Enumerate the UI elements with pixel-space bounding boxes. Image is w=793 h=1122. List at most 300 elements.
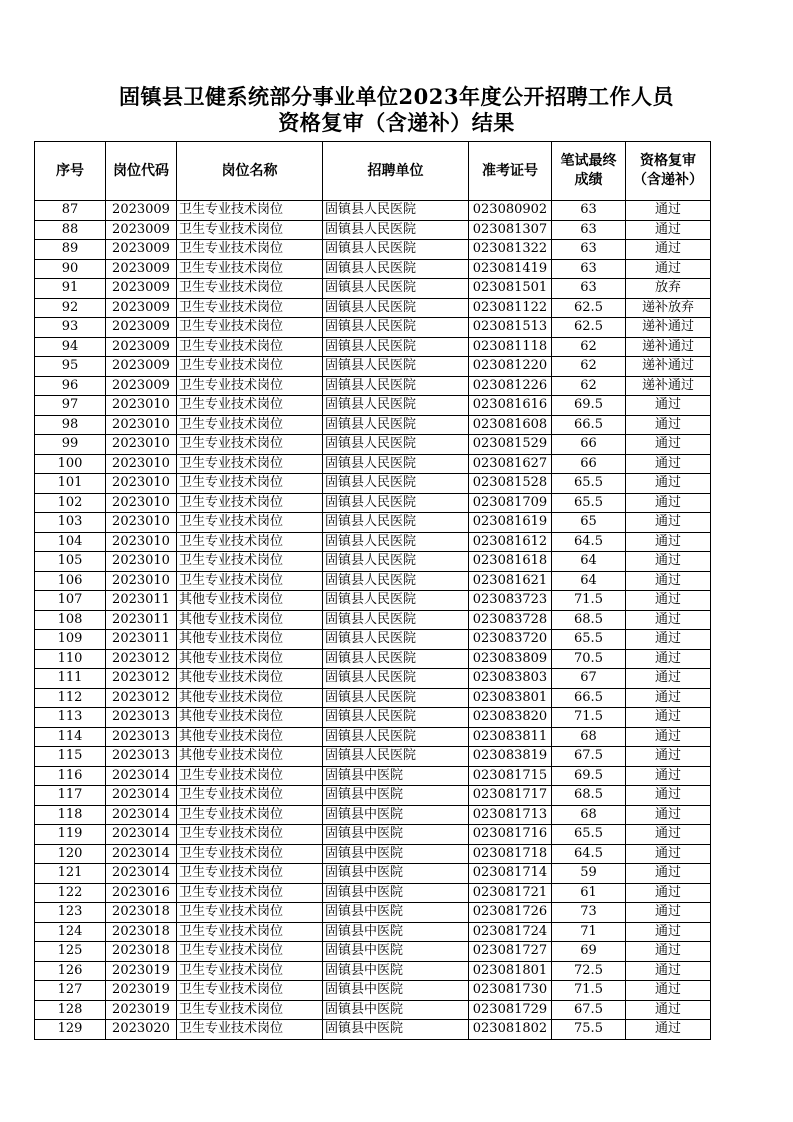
- cell-post-code: 2023014: [106, 844, 177, 864]
- cell-exam-number: 023081118: [469, 337, 552, 357]
- cell-seq: 120: [35, 844, 106, 864]
- cell-score: 65.5: [552, 825, 626, 845]
- cell-post-code: 2023009: [106, 318, 177, 338]
- header-review-result: 资格复审（含递补）: [626, 142, 711, 201]
- cell-unit: 固镇县中医院: [323, 942, 469, 962]
- cell-post-code: 2023013: [106, 708, 177, 728]
- table-row: [35, 649, 711, 669]
- cell-review-result: 通过: [626, 259, 711, 279]
- cell-score: 69.5: [552, 396, 626, 416]
- cell-exam-number: 023081802: [469, 1020, 552, 1040]
- cell-exam-number: 023081726: [469, 903, 552, 923]
- cell-exam-number: 023081501: [469, 279, 552, 299]
- cell-exam-number: 023081716: [469, 825, 552, 845]
- table-row: [35, 337, 711, 357]
- cell-score: 63: [552, 279, 626, 299]
- cell-post-code: 2023018: [106, 903, 177, 923]
- cell-review-result: 通过: [626, 591, 711, 611]
- table-row: [35, 747, 711, 767]
- cell-exam-number: 023083723: [469, 591, 552, 611]
- cell-seq: 113: [35, 708, 106, 728]
- table-row: [35, 201, 711, 221]
- cell-review-result: 通过: [626, 435, 711, 455]
- cell-unit: 固镇县中医院: [323, 844, 469, 864]
- cell-post-code: 2023010: [106, 552, 177, 572]
- cell-score: 68.5: [552, 786, 626, 806]
- cell-seq: 93: [35, 318, 106, 338]
- table-row: [35, 903, 711, 923]
- cell-review-result: 通过: [626, 844, 711, 864]
- cell-seq: 114: [35, 727, 106, 747]
- table-row: [35, 396, 711, 416]
- cell-review-result: 通过: [626, 922, 711, 942]
- cell-post-name: 卫生专业技术岗位: [177, 1000, 323, 1020]
- cell-review-result: 通过: [626, 669, 711, 689]
- cell-seq: 96: [35, 376, 106, 396]
- cell-post-name: 卫生专业技术岗位: [177, 786, 323, 806]
- cell-review-result: 通过: [626, 532, 711, 552]
- cell-post-name: 卫生专业技术岗位: [177, 883, 323, 903]
- table-row: [35, 688, 711, 708]
- cell-review-result: 通过: [626, 766, 711, 786]
- cell-unit: 固镇县人民医院: [323, 610, 469, 630]
- cell-review-result: 递补通过: [626, 357, 711, 377]
- cell-seq: 126: [35, 961, 106, 981]
- cell-post-code: 2023010: [106, 435, 177, 455]
- table-row: [35, 883, 711, 903]
- cell-score: 72.5: [552, 961, 626, 981]
- cell-unit: 固镇县人民医院: [323, 220, 469, 240]
- cell-score: 71.5: [552, 981, 626, 1001]
- cell-seq: 104: [35, 532, 106, 552]
- cell-review-result: 通过: [626, 805, 711, 825]
- cell-seq: 99: [35, 435, 106, 455]
- cell-review-result: 通过: [626, 1020, 711, 1040]
- table-row: [35, 532, 711, 552]
- cell-review-result: 通过: [626, 474, 711, 494]
- cell-score: 66: [552, 435, 626, 455]
- cell-exam-number: 023081528: [469, 474, 552, 494]
- cell-score: 71.5: [552, 708, 626, 728]
- cell-review-result: 通过: [626, 649, 711, 669]
- cell-unit: 固镇县人民医院: [323, 298, 469, 318]
- cell-unit: 固镇县人民医院: [323, 435, 469, 455]
- cell-score: 65.5: [552, 493, 626, 513]
- cell-seq: 108: [35, 610, 106, 630]
- table-row: [35, 981, 711, 1001]
- cell-seq: 129: [35, 1020, 106, 1040]
- cell-review-result: 通过: [626, 903, 711, 923]
- cell-seq: 115: [35, 747, 106, 767]
- cell-seq: 89: [35, 240, 106, 260]
- cell-score: 71: [552, 922, 626, 942]
- cell-post-name: 其他专业技术岗位: [177, 708, 323, 728]
- cell-exam-number: 023081612: [469, 532, 552, 552]
- cell-post-code: 2023010: [106, 493, 177, 513]
- cell-post-name: 卫生专业技术岗位: [177, 415, 323, 435]
- cell-review-result: 通过: [626, 454, 711, 474]
- cell-seq: 116: [35, 766, 106, 786]
- cell-post-name: 卫生专业技术岗位: [177, 942, 323, 962]
- table-row: [35, 376, 711, 396]
- cell-post-code: 2023012: [106, 649, 177, 669]
- cell-unit: 固镇县中医院: [323, 825, 469, 845]
- cell-exam-number: 023083811: [469, 727, 552, 747]
- cell-seq: 122: [35, 883, 106, 903]
- cell-seq: 110: [35, 649, 106, 669]
- cell-post-code: 2023014: [106, 766, 177, 786]
- cell-review-result: 通过: [626, 825, 711, 845]
- cell-exam-number: 023081801: [469, 961, 552, 981]
- table-row: [35, 259, 711, 279]
- cell-post-name: 卫生专业技术岗位: [177, 337, 323, 357]
- cell-score: 71.5: [552, 591, 626, 611]
- cell-post-code: 2023009: [106, 279, 177, 299]
- cell-post-name: 卫生专业技术岗位: [177, 922, 323, 942]
- cell-post-code: 2023018: [106, 942, 177, 962]
- table-row: [35, 513, 711, 533]
- cell-post-code: 2023014: [106, 864, 177, 884]
- cell-seq: 103: [35, 513, 106, 533]
- cell-post-name: 卫生专业技术岗位: [177, 298, 323, 318]
- cell-post-code: 2023009: [106, 220, 177, 240]
- cell-post-code: 2023010: [106, 454, 177, 474]
- table-body: [35, 201, 711, 1040]
- table-row: [35, 825, 711, 845]
- cell-unit: 固镇县中医院: [323, 786, 469, 806]
- table-row: [35, 805, 711, 825]
- header-seq: 序号: [35, 142, 106, 201]
- cell-post-name: 其他专业技术岗位: [177, 747, 323, 767]
- cell-unit: 固镇县人民医院: [323, 669, 469, 689]
- cell-post-name: 卫生专业技术岗位: [177, 259, 323, 279]
- cell-score: 62.5: [552, 318, 626, 338]
- cell-exam-number: 023083720: [469, 630, 552, 650]
- cell-score: 75.5: [552, 1020, 626, 1040]
- cell-review-result: 通过: [626, 688, 711, 708]
- cell-unit: 固镇县人民医院: [323, 727, 469, 747]
- cell-post-code: 2023011: [106, 591, 177, 611]
- cell-score: 68: [552, 727, 626, 747]
- cell-score: 70.5: [552, 649, 626, 669]
- table-row: [35, 571, 711, 591]
- cell-exam-number: 023083803: [469, 669, 552, 689]
- cell-post-name: 其他专业技术岗位: [177, 591, 323, 611]
- cell-post-name: 卫生专业技术岗位: [177, 396, 323, 416]
- cell-post-name: 卫生专业技术岗位: [177, 454, 323, 474]
- table-row: [35, 942, 711, 962]
- cell-exam-number: 023083809: [469, 649, 552, 669]
- cell-seq: 123: [35, 903, 106, 923]
- table-row: [35, 552, 711, 572]
- cell-post-name: 卫生专业技术岗位: [177, 981, 323, 1001]
- cell-post-name: 其他专业技术岗位: [177, 630, 323, 650]
- cell-seq: 92: [35, 298, 106, 318]
- cell-post-name: 卫生专业技术岗位: [177, 201, 323, 221]
- cell-post-name: 卫生专业技术岗位: [177, 844, 323, 864]
- cell-exam-number: 023081618: [469, 552, 552, 572]
- cell-unit: 固镇县人民医院: [323, 708, 469, 728]
- cell-post-name: 卫生专业技术岗位: [177, 903, 323, 923]
- cell-post-name: 其他专业技术岗位: [177, 649, 323, 669]
- cell-unit: 固镇县中医院: [323, 883, 469, 903]
- table-row: [35, 766, 711, 786]
- cell-score: 63: [552, 220, 626, 240]
- cell-score: 62: [552, 337, 626, 357]
- table-row: [35, 415, 711, 435]
- cell-exam-number: 023081729: [469, 1000, 552, 1020]
- cell-unit: 固镇县人民医院: [323, 688, 469, 708]
- table-row: [35, 220, 711, 240]
- cell-unit: 固镇县中医院: [323, 805, 469, 825]
- cell-score: 67.5: [552, 747, 626, 767]
- cell-exam-number: 023081718: [469, 844, 552, 864]
- document-title-line2: 资格复审（含递补）结果: [278, 110, 515, 135]
- cell-exam-number: 023081619: [469, 513, 552, 533]
- cell-exam-number: 023081724: [469, 922, 552, 942]
- cell-seq: 91: [35, 279, 106, 299]
- cell-unit: 固镇县人民医院: [323, 454, 469, 474]
- cell-unit: 固镇县中医院: [323, 922, 469, 942]
- cell-post-code: 2023010: [106, 415, 177, 435]
- cell-exam-number: 023083801: [469, 688, 552, 708]
- cell-review-result: 通过: [626, 727, 711, 747]
- cell-seq: 107: [35, 591, 106, 611]
- cell-review-result: 通过: [626, 396, 711, 416]
- cell-post-code: 2023009: [106, 259, 177, 279]
- cell-seq: 95: [35, 357, 106, 377]
- document-title-line1: 固镇县卫健系统部分事业单位2023年度公开招聘工作人员: [119, 84, 674, 109]
- cell-score: 63: [552, 240, 626, 260]
- cell-seq: 88: [35, 220, 106, 240]
- cell-review-result: 通过: [626, 220, 711, 240]
- table-row: [35, 864, 711, 884]
- cell-post-code: 2023010: [106, 571, 177, 591]
- cell-review-result: 通过: [626, 493, 711, 513]
- cell-exam-number: 023081721: [469, 883, 552, 903]
- cell-unit: 固镇县人民医院: [323, 396, 469, 416]
- cell-post-code: 2023009: [106, 357, 177, 377]
- table-row: [35, 279, 711, 299]
- cell-post-code: 2023018: [106, 922, 177, 942]
- cell-review-result: 通过: [626, 630, 711, 650]
- results-table: [34, 141, 711, 1040]
- table-row: [35, 922, 711, 942]
- cell-unit: 固镇县中医院: [323, 864, 469, 884]
- cell-exam-number: 023081226: [469, 376, 552, 396]
- cell-post-name: 卫生专业技术岗位: [177, 513, 323, 533]
- cell-review-result: 通过: [626, 883, 711, 903]
- table-row: [35, 669, 711, 689]
- cell-unit: 固镇县人民医院: [323, 357, 469, 377]
- cell-seq: 98: [35, 415, 106, 435]
- table-row: [35, 961, 711, 981]
- cell-score: 64: [552, 552, 626, 572]
- table-row: [35, 844, 711, 864]
- cell-unit: 固镇县人民医院: [323, 747, 469, 767]
- cell-unit: 固镇县人民医院: [323, 201, 469, 221]
- cell-exam-number: 023083819: [469, 747, 552, 767]
- cell-post-code: 2023016: [106, 883, 177, 903]
- cell-exam-number: 023081713: [469, 805, 552, 825]
- cell-review-result: 通过: [626, 415, 711, 435]
- cell-post-name: 卫生专业技术岗位: [177, 532, 323, 552]
- cell-post-code: 2023020: [106, 1020, 177, 1040]
- cell-review-result: 通过: [626, 708, 711, 728]
- cell-unit: 固镇县中医院: [323, 1020, 469, 1040]
- cell-seq: 121: [35, 864, 106, 884]
- cell-score: 64.5: [552, 532, 626, 552]
- cell-score: 65.5: [552, 474, 626, 494]
- cell-score: 73: [552, 903, 626, 923]
- cell-post-name: 其他专业技术岗位: [177, 669, 323, 689]
- cell-unit: 固镇县人民医院: [323, 415, 469, 435]
- cell-seq: 118: [35, 805, 106, 825]
- cell-exam-number: 023083728: [469, 610, 552, 630]
- cell-score: 63: [552, 259, 626, 279]
- cell-unit: 固镇县人民医院: [323, 493, 469, 513]
- table-row: [35, 454, 711, 474]
- cell-post-code: 2023012: [106, 688, 177, 708]
- cell-post-code: 2023011: [106, 630, 177, 650]
- cell-post-code: 2023009: [106, 201, 177, 221]
- cell-post-code: 2023009: [106, 240, 177, 260]
- cell-exam-number: 023081627: [469, 454, 552, 474]
- cell-unit: 固镇县中医院: [323, 903, 469, 923]
- cell-score: 67: [552, 669, 626, 689]
- header-post-name: 岗位名称: [177, 142, 323, 201]
- cell-review-result: 递补通过: [626, 337, 711, 357]
- cell-score: 64: [552, 571, 626, 591]
- cell-score: 69.5: [552, 766, 626, 786]
- cell-score: 61: [552, 883, 626, 903]
- table-row: [35, 610, 711, 630]
- table-row: [35, 1020, 711, 1040]
- cell-exam-number: 023081122: [469, 298, 552, 318]
- cell-seq: 127: [35, 981, 106, 1001]
- cell-unit: 固镇县人民医院: [323, 571, 469, 591]
- cell-post-code: 2023010: [106, 474, 177, 494]
- cell-review-result: 通过: [626, 610, 711, 630]
- cell-score: 62: [552, 376, 626, 396]
- cell-review-result: 通过: [626, 552, 711, 572]
- cell-post-name: 卫生专业技术岗位: [177, 1020, 323, 1040]
- cell-unit: 固镇县人民医院: [323, 513, 469, 533]
- cell-seq: 102: [35, 493, 106, 513]
- cell-exam-number: 023081709: [469, 493, 552, 513]
- cell-post-name: 卫生专业技术岗位: [177, 864, 323, 884]
- cell-post-code: 2023009: [106, 337, 177, 357]
- cell-seq: 119: [35, 825, 106, 845]
- cell-post-name: 卫生专业技术岗位: [177, 279, 323, 299]
- cell-exam-number: 023083820: [469, 708, 552, 728]
- cell-exam-number: 023081621: [469, 571, 552, 591]
- cell-post-code: 2023019: [106, 961, 177, 981]
- cell-exam-number: 023081513: [469, 318, 552, 338]
- cell-unit: 固镇县人民医院: [323, 318, 469, 338]
- cell-score: 65: [552, 513, 626, 533]
- cell-post-name: 卫生专业技术岗位: [177, 240, 323, 260]
- table-row: [35, 318, 711, 338]
- cell-post-name: 卫生专业技术岗位: [177, 552, 323, 572]
- cell-post-code: 2023014: [106, 825, 177, 845]
- cell-unit: 固镇县中医院: [323, 766, 469, 786]
- table-row: [35, 1000, 711, 1020]
- cell-post-code: 2023012: [106, 669, 177, 689]
- cell-post-code: 2023011: [106, 610, 177, 630]
- cell-review-result: 递补放弃: [626, 298, 711, 318]
- cell-score: 59: [552, 864, 626, 884]
- cell-seq: 124: [35, 922, 106, 942]
- cell-unit: 固镇县人民医院: [323, 279, 469, 299]
- cell-post-code: 2023014: [106, 786, 177, 806]
- cell-post-name: 卫生专业技术岗位: [177, 357, 323, 377]
- cell-exam-number: 023081730: [469, 981, 552, 1001]
- cell-unit: 固镇县中医院: [323, 981, 469, 1001]
- table-row: [35, 240, 711, 260]
- cell-score: 66: [552, 454, 626, 474]
- cell-score: 69: [552, 942, 626, 962]
- cell-review-result: 通过: [626, 240, 711, 260]
- cell-unit: 固镇县人民医院: [323, 630, 469, 650]
- header-unit: 招聘单位: [323, 142, 469, 201]
- cell-review-result: 通过: [626, 961, 711, 981]
- cell-review-result: 通过: [626, 864, 711, 884]
- header-post-code: 岗位代码: [106, 142, 177, 201]
- cell-post-code: 2023019: [106, 1000, 177, 1020]
- cell-seq: 125: [35, 942, 106, 962]
- cell-post-code: 2023009: [106, 376, 177, 396]
- cell-seq: 117: [35, 786, 106, 806]
- cell-exam-number: 023081714: [469, 864, 552, 884]
- cell-post-name: 卫生专业技术岗位: [177, 805, 323, 825]
- cell-post-name: 卫生专业技术岗位: [177, 493, 323, 513]
- cell-unit: 固镇县中医院: [323, 1000, 469, 1020]
- cell-post-code: 2023013: [106, 727, 177, 747]
- cell-review-result: 通过: [626, 981, 711, 1001]
- cell-seq: 101: [35, 474, 106, 494]
- cell-exam-number: 023081307: [469, 220, 552, 240]
- cell-score: 66.5: [552, 688, 626, 708]
- cell-post-code: 2023009: [106, 298, 177, 318]
- cell-seq: 128: [35, 1000, 106, 1020]
- cell-post-name: 卫生专业技术岗位: [177, 435, 323, 455]
- cell-seq: 97: [35, 396, 106, 416]
- cell-post-name: 其他专业技术岗位: [177, 688, 323, 708]
- cell-exam-number: 023081717: [469, 786, 552, 806]
- cell-unit: 固镇县人民医院: [323, 552, 469, 572]
- cell-exam-number: 023081727: [469, 942, 552, 962]
- table-row: [35, 435, 711, 455]
- table-row: [35, 474, 711, 494]
- cell-seq: 90: [35, 259, 106, 279]
- cell-score: 68.5: [552, 610, 626, 630]
- cell-review-result: 递补通过: [626, 318, 711, 338]
- cell-review-result: 通过: [626, 201, 711, 221]
- cell-exam-number: 023081616: [469, 396, 552, 416]
- cell-unit: 固镇县人民医院: [323, 474, 469, 494]
- cell-post-name: 卫生专业技术岗位: [177, 318, 323, 338]
- cell-exam-number: 023081419: [469, 259, 552, 279]
- cell-seq: 112: [35, 688, 106, 708]
- cell-post-code: 2023010: [106, 513, 177, 533]
- cell-post-code: 2023014: [106, 805, 177, 825]
- cell-unit: 固镇县人民医院: [323, 591, 469, 611]
- cell-score: 64.5: [552, 844, 626, 864]
- cell-score: 63: [552, 201, 626, 221]
- cell-post-name: 卫生专业技术岗位: [177, 376, 323, 396]
- cell-unit: 固镇县人民医院: [323, 259, 469, 279]
